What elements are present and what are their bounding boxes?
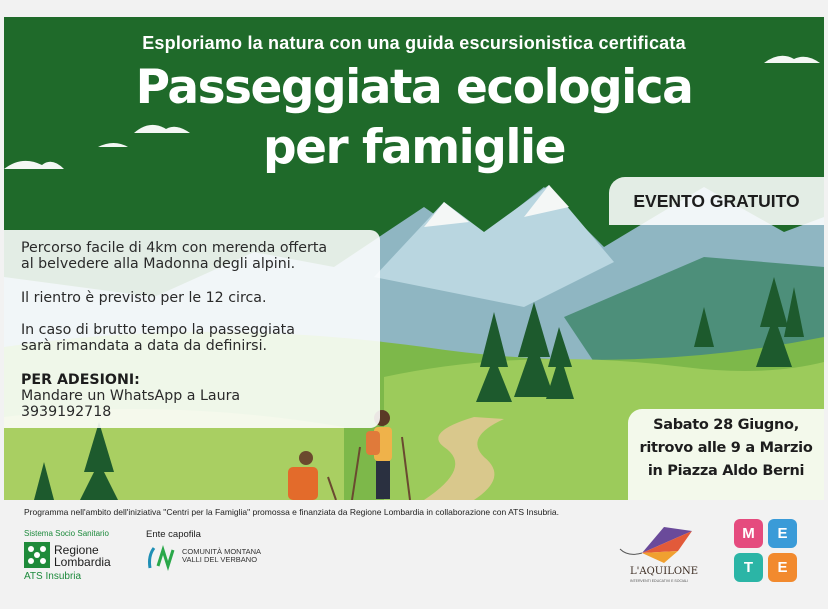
ats-system-label: Sistema Socio Sanitario: [24, 529, 109, 538]
bad-weather-note: [21, 322, 295, 354]
mete-tile-e2: E: [768, 553, 797, 582]
comunita-name-line2: VALLI DEL VERBANO: [182, 555, 258, 564]
meeting-place: in Piazza Aldo Berni: [647, 463, 805, 479]
meeting-time: ritrovo alle 9 a Marzio: [639, 440, 813, 456]
bad-weather-note-line1: In caso di brutto tempo la passeggiata: [21, 322, 295, 338]
mete-tile-t: T: [734, 553, 763, 582]
signup-phone-number[interactable]: 3939192718: [21, 404, 112, 420]
ats-name: ATS Insubria: [24, 571, 82, 582]
ente-capofila-logo: [146, 529, 286, 579]
poster-title-line1: Passeggiata ecologica: [135, 60, 693, 115]
signup-info: [21, 372, 240, 420]
aquilone-tagline: INTERVENTI EDUCATIVI E SOCIALI: [630, 579, 689, 583]
mete-tile-m: M: [734, 519, 763, 548]
mete-logo: [734, 519, 798, 583]
route-description-line1: Percorso facile di 4km con merenda offerta: [21, 240, 328, 256]
aquilone-name: L'AQUILONE: [630, 566, 699, 577]
event-info-panel: [4, 230, 380, 428]
region-name-line2: Lombardia: [54, 555, 111, 569]
date-location-panel: [628, 409, 824, 500]
program-footnote: Programma nell'ambito dell'iniziativa "Centri per la Famiglia" promossa e finanziata da Regione Lombardia in collaborazione con ATS Insubria.: [24, 507, 559, 517]
return-time-text: Il rientro è previsto per le 12 circa.: [21, 290, 267, 306]
route-description-line2: al belvedere alla Madonna degli alpini.: [21, 256, 296, 272]
free-event-badge: EVENTO GRATUITO: [609, 177, 824, 225]
aquilone-logo: [612, 523, 702, 587]
comunita-name-line1: COMUNITÀ MONTANA: [182, 547, 262, 556]
mete-tile-e1: E: [768, 519, 797, 548]
regione-lombardia-icon: [24, 542, 50, 568]
poster-title-line2: per famiglie: [262, 120, 566, 175]
signup-instructions: Mandare un WhatsApp a Laura: [21, 388, 241, 404]
ats-insubria-logo: [24, 529, 134, 587]
comunita-montana-icon: [146, 544, 178, 572]
poster-subtitle: Esploriamo la natura con una guida escursionistica certificata: [142, 33, 686, 53]
route-description: [21, 240, 327, 272]
kite-icon: [612, 523, 702, 567]
event-poster: [4, 17, 824, 500]
region-name-line1: Regione: [54, 543, 99, 557]
bad-weather-note-line2: sarà rimandata a data da definirsi.: [21, 338, 268, 354]
ente-capofila-label: Ente capofila: [146, 529, 201, 540]
event-date: Sabato 28 Giugno,: [653, 417, 799, 433]
signup-heading: PER ADESIONI:: [21, 372, 140, 388]
